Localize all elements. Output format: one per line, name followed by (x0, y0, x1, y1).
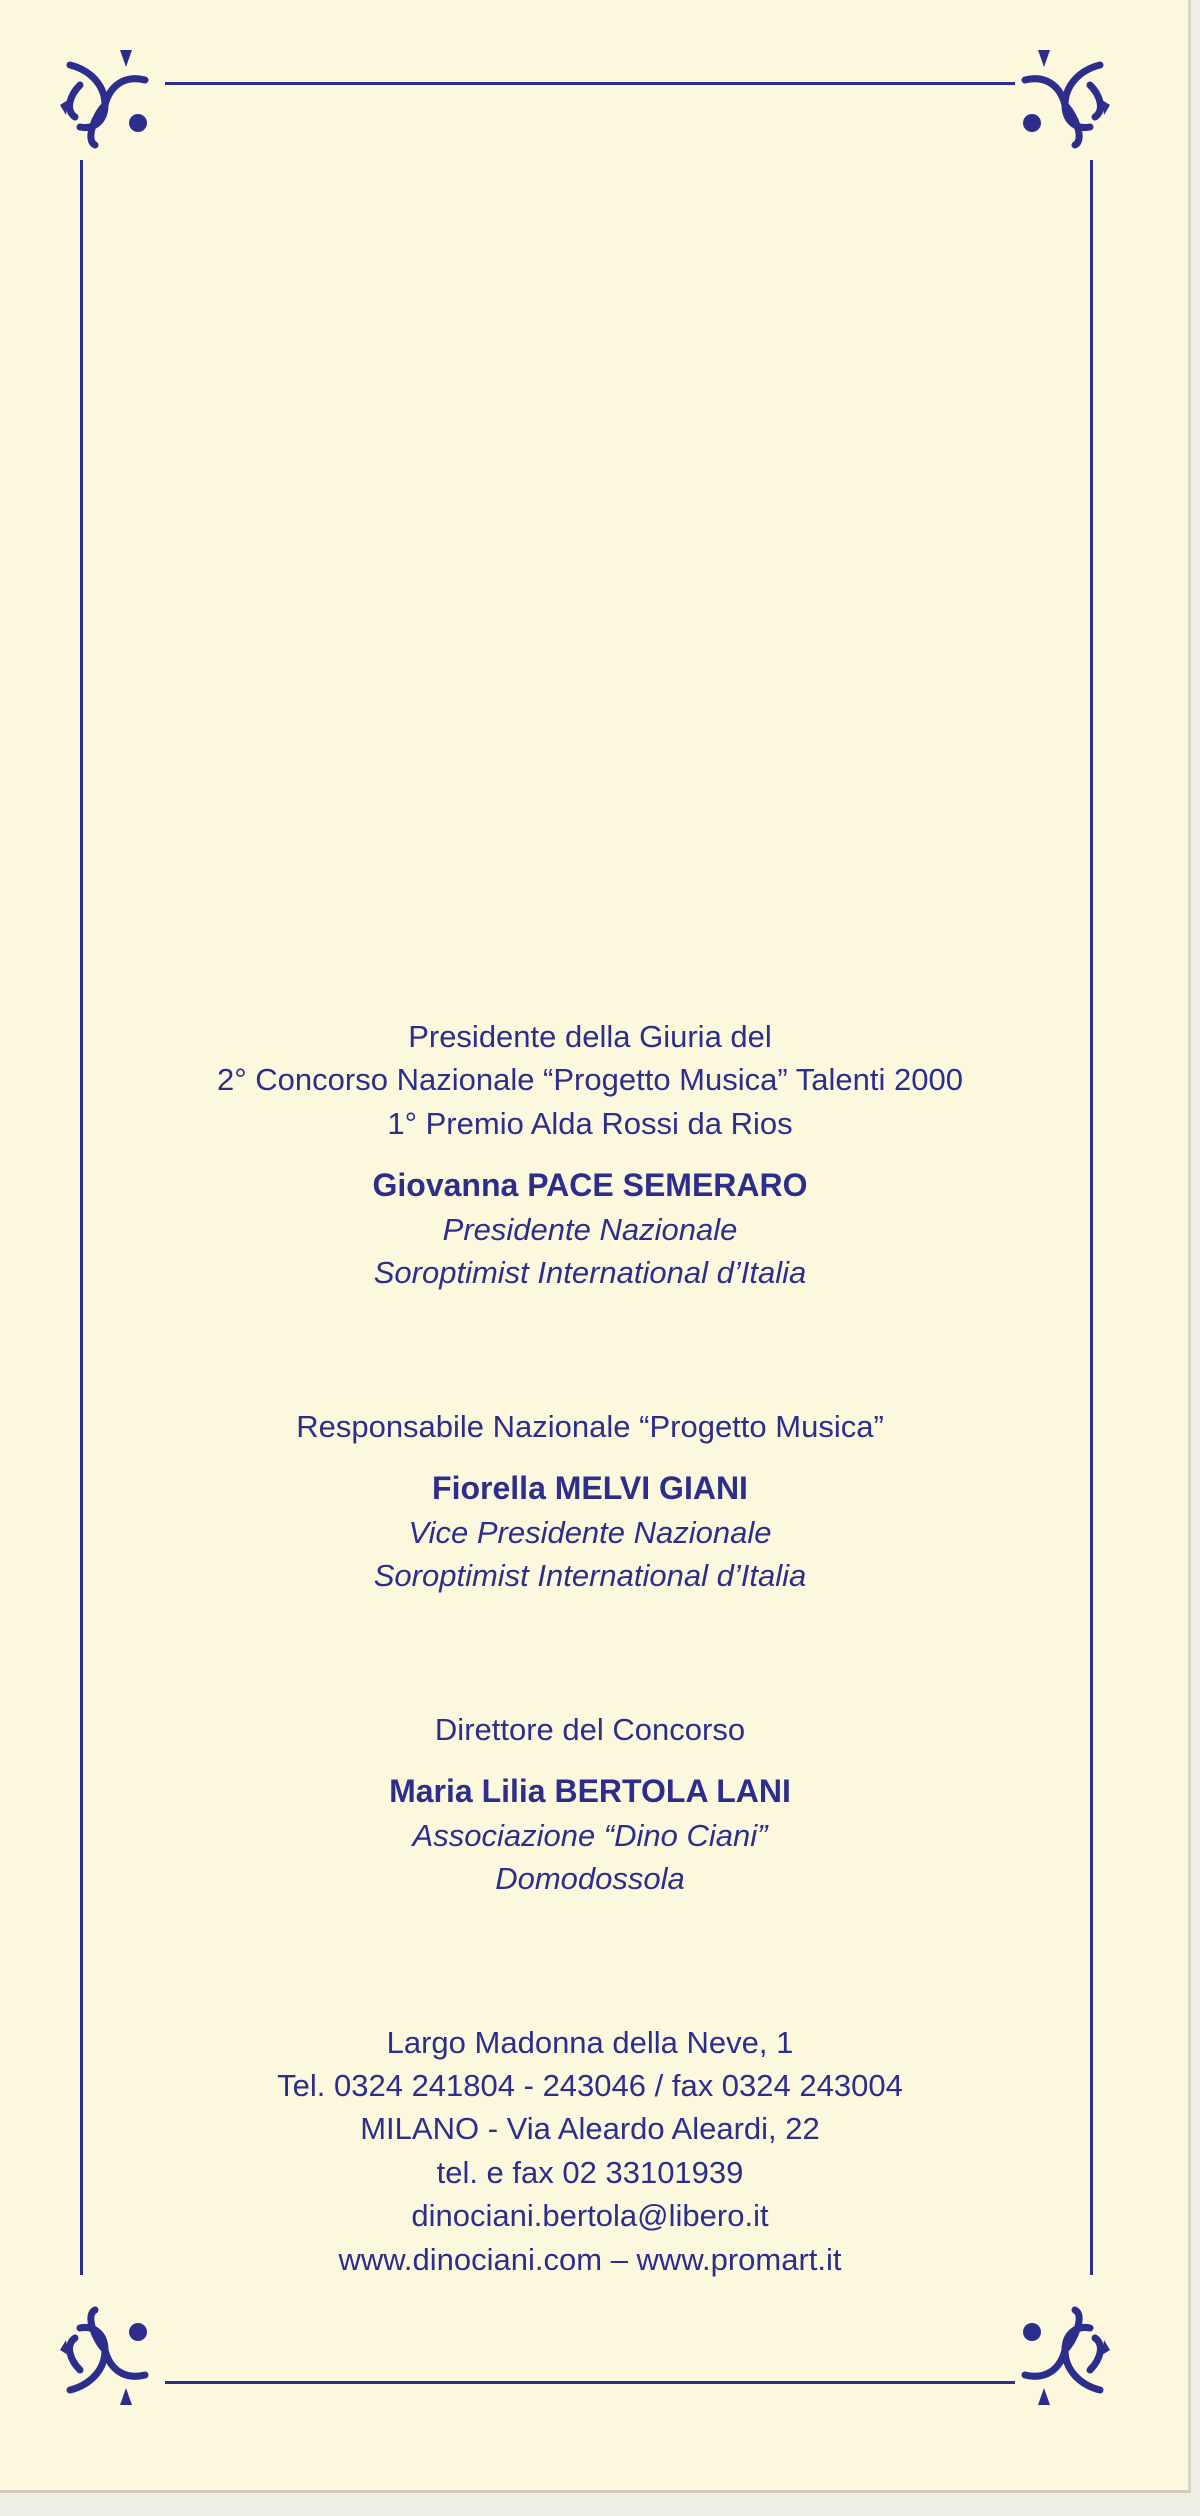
responsible-organization: Soroptimist International d’Italia (373, 1558, 807, 1594)
milano-phone-line: tel. e fax 02 33101939 (436, 2154, 744, 2190)
jury-section (90, 1015, 1090, 1295)
jury-president-name: Giovanna PACE SEMERARO (372, 1167, 808, 1204)
bottom-border-rule (165, 2381, 1015, 2384)
websites-line[interactable]: www.dinociani.com – www.promart.it (338, 2241, 842, 2277)
prize-name: 1° Premio Alda Rossi da Rios (387, 1105, 793, 1141)
top-border-rule (165, 82, 1015, 85)
jury-president-role: Presidente Nazionale (442, 1211, 738, 1247)
director-title: Direttore del Concorso (434, 1711, 746, 1747)
milano-address-line: MILANO - Via Aleardo Aleardi, 22 (360, 2111, 820, 2147)
corner-ornament-top-left-icon (50, 45, 160, 155)
address-line: Largo Madonna della Neve, 1 (386, 2024, 794, 2060)
phone-fax-line: Tel. 0324 241804 - 243046 / fax 0324 243004 (277, 2068, 903, 2104)
corner-ornament-bottom-right-icon (1010, 2300, 1120, 2410)
right-border-rule (1090, 160, 1093, 2275)
competition-name: 2° Concorso Nazionale “Progetto Musica” Talenti 2000 (217, 1062, 963, 1098)
director-association: Associazione “Dino Ciani” (412, 1817, 768, 1853)
responsible-title: Responsabile Nazionale “Progetto Musica” (296, 1408, 884, 1444)
left-border-rule (80, 160, 83, 2275)
corner-ornament-bottom-left-icon (50, 2300, 160, 2410)
director-name: Maria Lilia BERTOLA LANI (389, 1773, 791, 1810)
corner-ornament-top-right-icon (1010, 45, 1120, 155)
jury-title: Presidente della Giuria del (408, 1019, 772, 1054)
email-link[interactable]: dinociani.bertola@libero.it (411, 2198, 769, 2234)
responsible-section (90, 1405, 1090, 1598)
responsible-name: Fiorella MELVI GIANI (432, 1470, 748, 1507)
director-section (90, 1708, 1090, 1901)
responsible-role: Vice Presidente Nazionale (408, 1514, 772, 1550)
director-city: Domodossola (495, 1861, 685, 1897)
jury-president-organization: Soroptimist International d’Italia (373, 1255, 807, 1291)
contacts-section (90, 2021, 1090, 2281)
credits-content (90, 1015, 1090, 2281)
